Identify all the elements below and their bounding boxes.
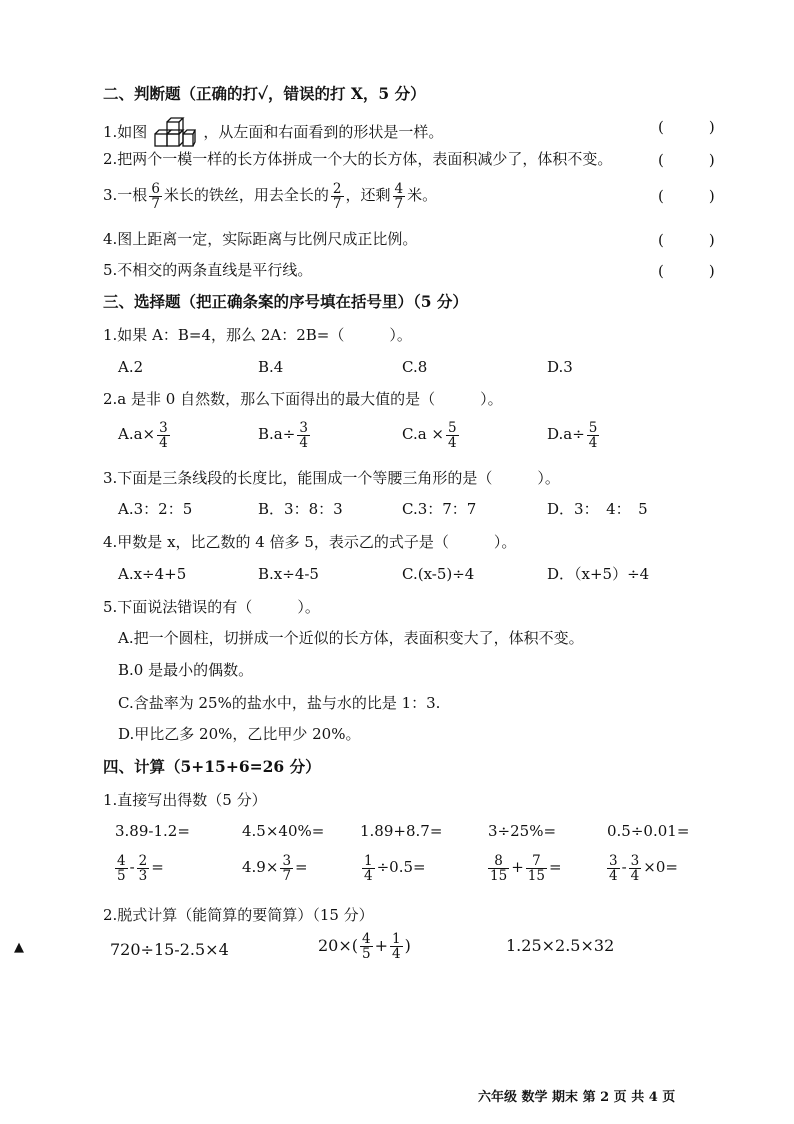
section-choice-title: 三、选择题（把正确条案的序号填在括号里）（5 分） (103, 292, 468, 311)
direct-calc-3: 1.89+8.7= (360, 822, 443, 840)
direct-calc-5: 0.5÷0.01= (607, 822, 690, 840)
direct-calc-8: $\frac{1}{4}$ ÷0.5= (364, 852, 426, 884)
choice-q2-option-d[interactable]: D.a÷ $\frac{5}{4}$ (547, 419, 598, 451)
direct-calc-10: $\frac{3}{4}$ - $\frac{3}{4}$ ×0= (609, 852, 678, 884)
stepwise-calc-3: 1.25×2.5×32 (506, 936, 615, 955)
judgment-q3-text-c: ，还剩 (345, 186, 391, 204)
choice-q4-option-b[interactable]: B.x÷4-5 (258, 565, 319, 583)
fraction-4-7: $\frac{4}{7}$ (394, 180, 404, 212)
stacked-cubes-icon (153, 116, 197, 150)
answer-paren-j3[interactable]: ( ) (658, 187, 715, 205)
choice-q3-option-d[interactable]: D．3： 4： 5 (547, 500, 648, 518)
choice-q2-option-c[interactable]: C.a × $\frac{5}{4}$ (402, 419, 457, 451)
answer-paren-j4[interactable]: ( ) (658, 231, 715, 249)
direct-calc-7: 4.9× $\frac{3}{7}$ = (242, 852, 308, 884)
judgment-q3 (103, 178, 437, 212)
stepwise-calc-1: 720÷15-2.5×4 (110, 940, 229, 959)
choice-q3: 3.下面是三条线段的长度比，能围成一个等腰三角形的是（ ）。 (103, 469, 560, 487)
choice-q1-option-b[interactable]: B.4 (258, 358, 284, 376)
choice-q1-option-c[interactable]: C.8 (402, 358, 428, 376)
direct-calc-9: $\frac{8}{15}$ + $\frac{7}{15}$ = (490, 852, 562, 884)
judgment-q4: 4.图上距离一定，实际距离与比例尺成正比例。 (103, 230, 418, 248)
choice-q1: 1.如果 A：B=4，那么 2A：2B=（ ）。 (103, 326, 412, 344)
fraction-3-4: $\frac{3}{4}$ (159, 419, 168, 451)
direct-calc-2: 4.5×40%= (242, 822, 325, 840)
judgment-q1-text-b: ，从左面和右面看到的形状是一样。 (203, 123, 444, 141)
stepwise-calc-2: 20×( $\frac{4}{5}$ + $\frac{1}{4}$ ) (318, 931, 411, 962)
choice-q4-option-d[interactable]: D．（x+5）÷4 (547, 565, 650, 583)
judgment-q3-text-a: 3.一根 (103, 186, 148, 204)
fraction-6-7: $\frac{6}{7}$ (151, 180, 160, 212)
choice-q4: 4.甲数是 x，比乙数的 4 倍多 5，表示乙的式子是（ ）。 (103, 533, 517, 551)
choice-q5-option-c[interactable]: C.含盐率为 25%的盐水中，盐与水的比是 1：3. (118, 694, 441, 712)
direct-calc-1: 3.89-1.2= (115, 822, 190, 840)
margin-mark: ▲ (14, 940, 24, 955)
choice-q1-option-a[interactable]: A.2 (118, 358, 144, 376)
judgment-q3-text-d: 米。 (407, 186, 438, 204)
choice-q2-option-b[interactable]: B.a÷ $\frac{3}{4}$ (258, 419, 308, 451)
fraction-5-4: $\frac{5}{4}$ (448, 419, 457, 451)
answer-paren-j2[interactable]: ( ) (658, 151, 715, 169)
page-footer: 六年级 数学 期末 第 2 页 共 4 页 (478, 1090, 676, 1105)
calc-sub2-title: 2.脱式计算（能简算的要简算）（15 分） (103, 906, 374, 924)
judgment-q2: 2.把两个一模一样的长方体拼成一个大的长方体，表面积减少了，体积不变。 (103, 150, 613, 168)
choice-q4-option-c[interactable]: C.(x-5)÷4 (402, 565, 475, 583)
direct-calc-6: $\frac{4}{5}$ - $\frac{2}{3}$ = (117, 852, 164, 884)
direct-calc-4: 3÷25%= (488, 822, 557, 840)
choice-q2: 2.a 是非 0 自然数，那么下面得出的最大值的是（ ）。 (103, 390, 503, 408)
choice-q1-option-d[interactable]: D.3 (547, 358, 573, 376)
fraction-3-4: $\frac{3}{4}$ (299, 419, 308, 451)
choice-q2-option-a[interactable]: A.a× $\frac{3}{4}$ (118, 419, 168, 451)
choice-q5-option-a[interactable]: A.把一个圆柱，切拼成一个近似的长方体，表面积变大了，体积不变。 (118, 629, 584, 647)
choice-q5-option-d[interactable]: D.甲比乙多 20%，乙比甲少 20%。 (118, 725, 361, 743)
choice-q3-option-b[interactable]: B．3：8：3 (258, 500, 343, 518)
choice-q5: 5.下面说法错误的有（ ）。 (103, 598, 320, 616)
choice-q3-option-a[interactable]: A.3：2：5 (118, 500, 193, 518)
calc-sub1-title: 1.直接写出得数（5 分） (103, 791, 267, 809)
fraction-5-4: $\frac{5}{4}$ (588, 419, 598, 451)
judgment-q3-text-b: 米长的铁丝，用去全长的 (163, 186, 329, 204)
answer-paren-j1[interactable]: ( ) (658, 118, 715, 136)
choice-q3-option-c[interactable]: C.3：7：7 (402, 500, 477, 518)
judgment-q1 (103, 116, 443, 150)
answer-paren-j5[interactable]: ( ) (658, 262, 715, 280)
judgment-q1-text-a: 1.如图 (103, 123, 148, 141)
section-judgment-title: 二、判断题（正确的打✓，错误的打 X，5 分） (103, 84, 426, 103)
section-calc-title: 四、计算（5+15+6=26 分） (103, 757, 321, 776)
choice-q5-option-b[interactable]: B.0 是最小的偶数。 (118, 661, 254, 679)
choice-q4-option-a[interactable]: A.x÷4+5 (118, 565, 187, 583)
judgment-q5: 5.不相交的两条直线是平行线。 (103, 261, 313, 279)
fraction-2-7: $\frac{2}{7}$ (332, 180, 342, 212)
